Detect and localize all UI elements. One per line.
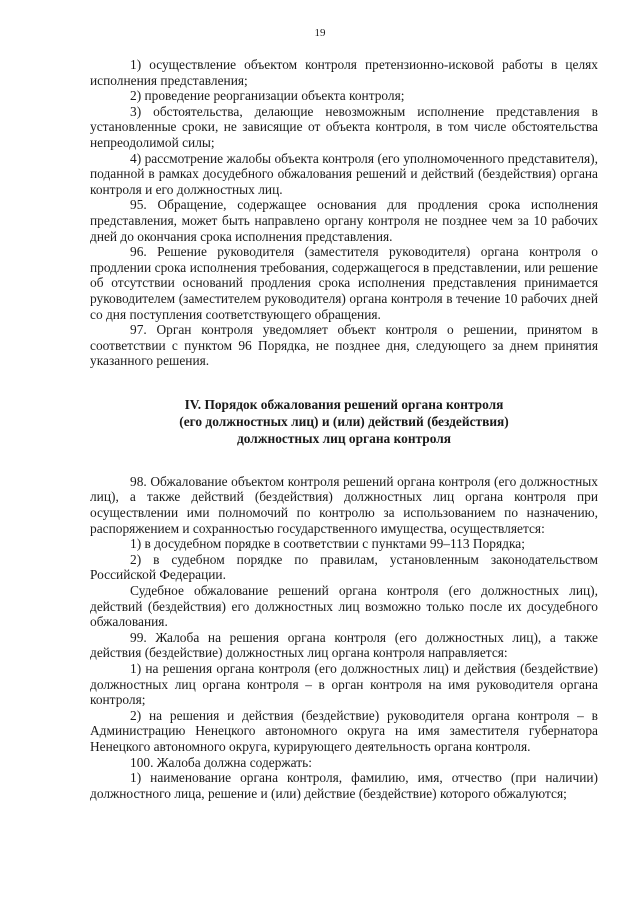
- paragraph: 4) рассмотрение жалобы объекта контроля (его уполномоченного представителя), поданной в рамках досудебного обжалования решений и действий (бездействия) органа контроля и его должностных лиц.: [90, 150, 598, 197]
- paragraph: 3) обстоятельства, делающие невозможным исполнение представления в установленные сроки, не зависящие от объекта контроля, в том числе обстоятельства непреодолимой силы;: [90, 103, 598, 150]
- section-heading-line: (его должностных лиц) и (или) действий (бездействия): [179, 413, 509, 429]
- paragraph: 2) на решения и действия (бездействие) руководителя органа контроля – в Администрацию Ненецкого автономного округа на имя заместителя губернатора Ненецкого автономного округа, курирующего деятельность органа контроля.: [90, 707, 598, 754]
- paragraph: 98. Обжалование объектом контроля решений органа контроля (его должностных лиц), а также действий (бездействия) должностных лиц органа контроля при осуществлении ими полномочий по контролю за использованием по назначению, распоряжением и сохранностью государственного имущества, осуществляется:: [90, 473, 598, 536]
- page-number: 19: [314, 27, 326, 39]
- paragraph: 99. Жалоба на решения органа контроля (его должностных лиц), а также действия (бездействие) должностных лиц органа контроля направляется:: [90, 629, 598, 661]
- section-heading-line: IV. Порядок обжалования решений органа контроля: [184, 396, 504, 412]
- paragraph: 96. Решение руководителя (заместителя руководителя) органа контроля о продлении срока исполнения требования, содержащегося в представлении, или решение об отсутствии оснований продления срока исполнения представления принимается руководителем (заместителем руководителя) органа контроля в течение 10 рабочих дней со дня поступления соответствующего обращения.: [90, 244, 598, 322]
- paragraph: 1) наименование органа контроля, фамилию, имя, отчество (при наличии) должностного лица, решение и (или) действие (бездействие) которого обжалуются;: [90, 770, 598, 801]
- document-body: [90, 57, 598, 801]
- section-heading: [90, 396, 598, 447]
- paragraph: 2) в судебном порядке по правилам, установленным законодательством Российской Федерации.: [90, 551, 598, 583]
- paragraph: 97. Орган контроля уведомляет объект контроля о решении, принятом в соответствии с пунктом 96 Порядка, не позднее дня, следующего за днем принятия указанного решения.: [90, 322, 598, 369]
- paragraph: 95. Обращение, содержащее основания для продления срока исполнения представления, может быть направлено органу контроля не позднее чем за 10 рабочих дней до окончания срока исполнения представления.: [90, 197, 598, 244]
- paragraph: 100. Жалоба должна содержать:: [130, 754, 312, 770]
- section-heading-line: должностных лиц органа контроля: [236, 430, 452, 446]
- paragraph: 1) в досудебном порядке в соответствии с пунктами 99–113 Порядка;: [130, 536, 525, 552]
- paragraph: 1) на решения органа контроля (его должностных лиц) и действия (бездействие) должностных лиц органа контроля – в орган контроля на имя руководителя органа контроля;: [90, 661, 598, 708]
- paragraph: 1) осуществление объектом контроля претензионно-исковой работы в целях исполнения представления;: [90, 57, 598, 88]
- paragraph: Судебное обжалование решений органа контроля (его должностных лиц), действий (бездействия) его должностных лиц возможно только после их досудебного обжалования.: [90, 583, 598, 630]
- paragraph: 2) проведение реорганизации объекта контроля;: [130, 88, 405, 104]
